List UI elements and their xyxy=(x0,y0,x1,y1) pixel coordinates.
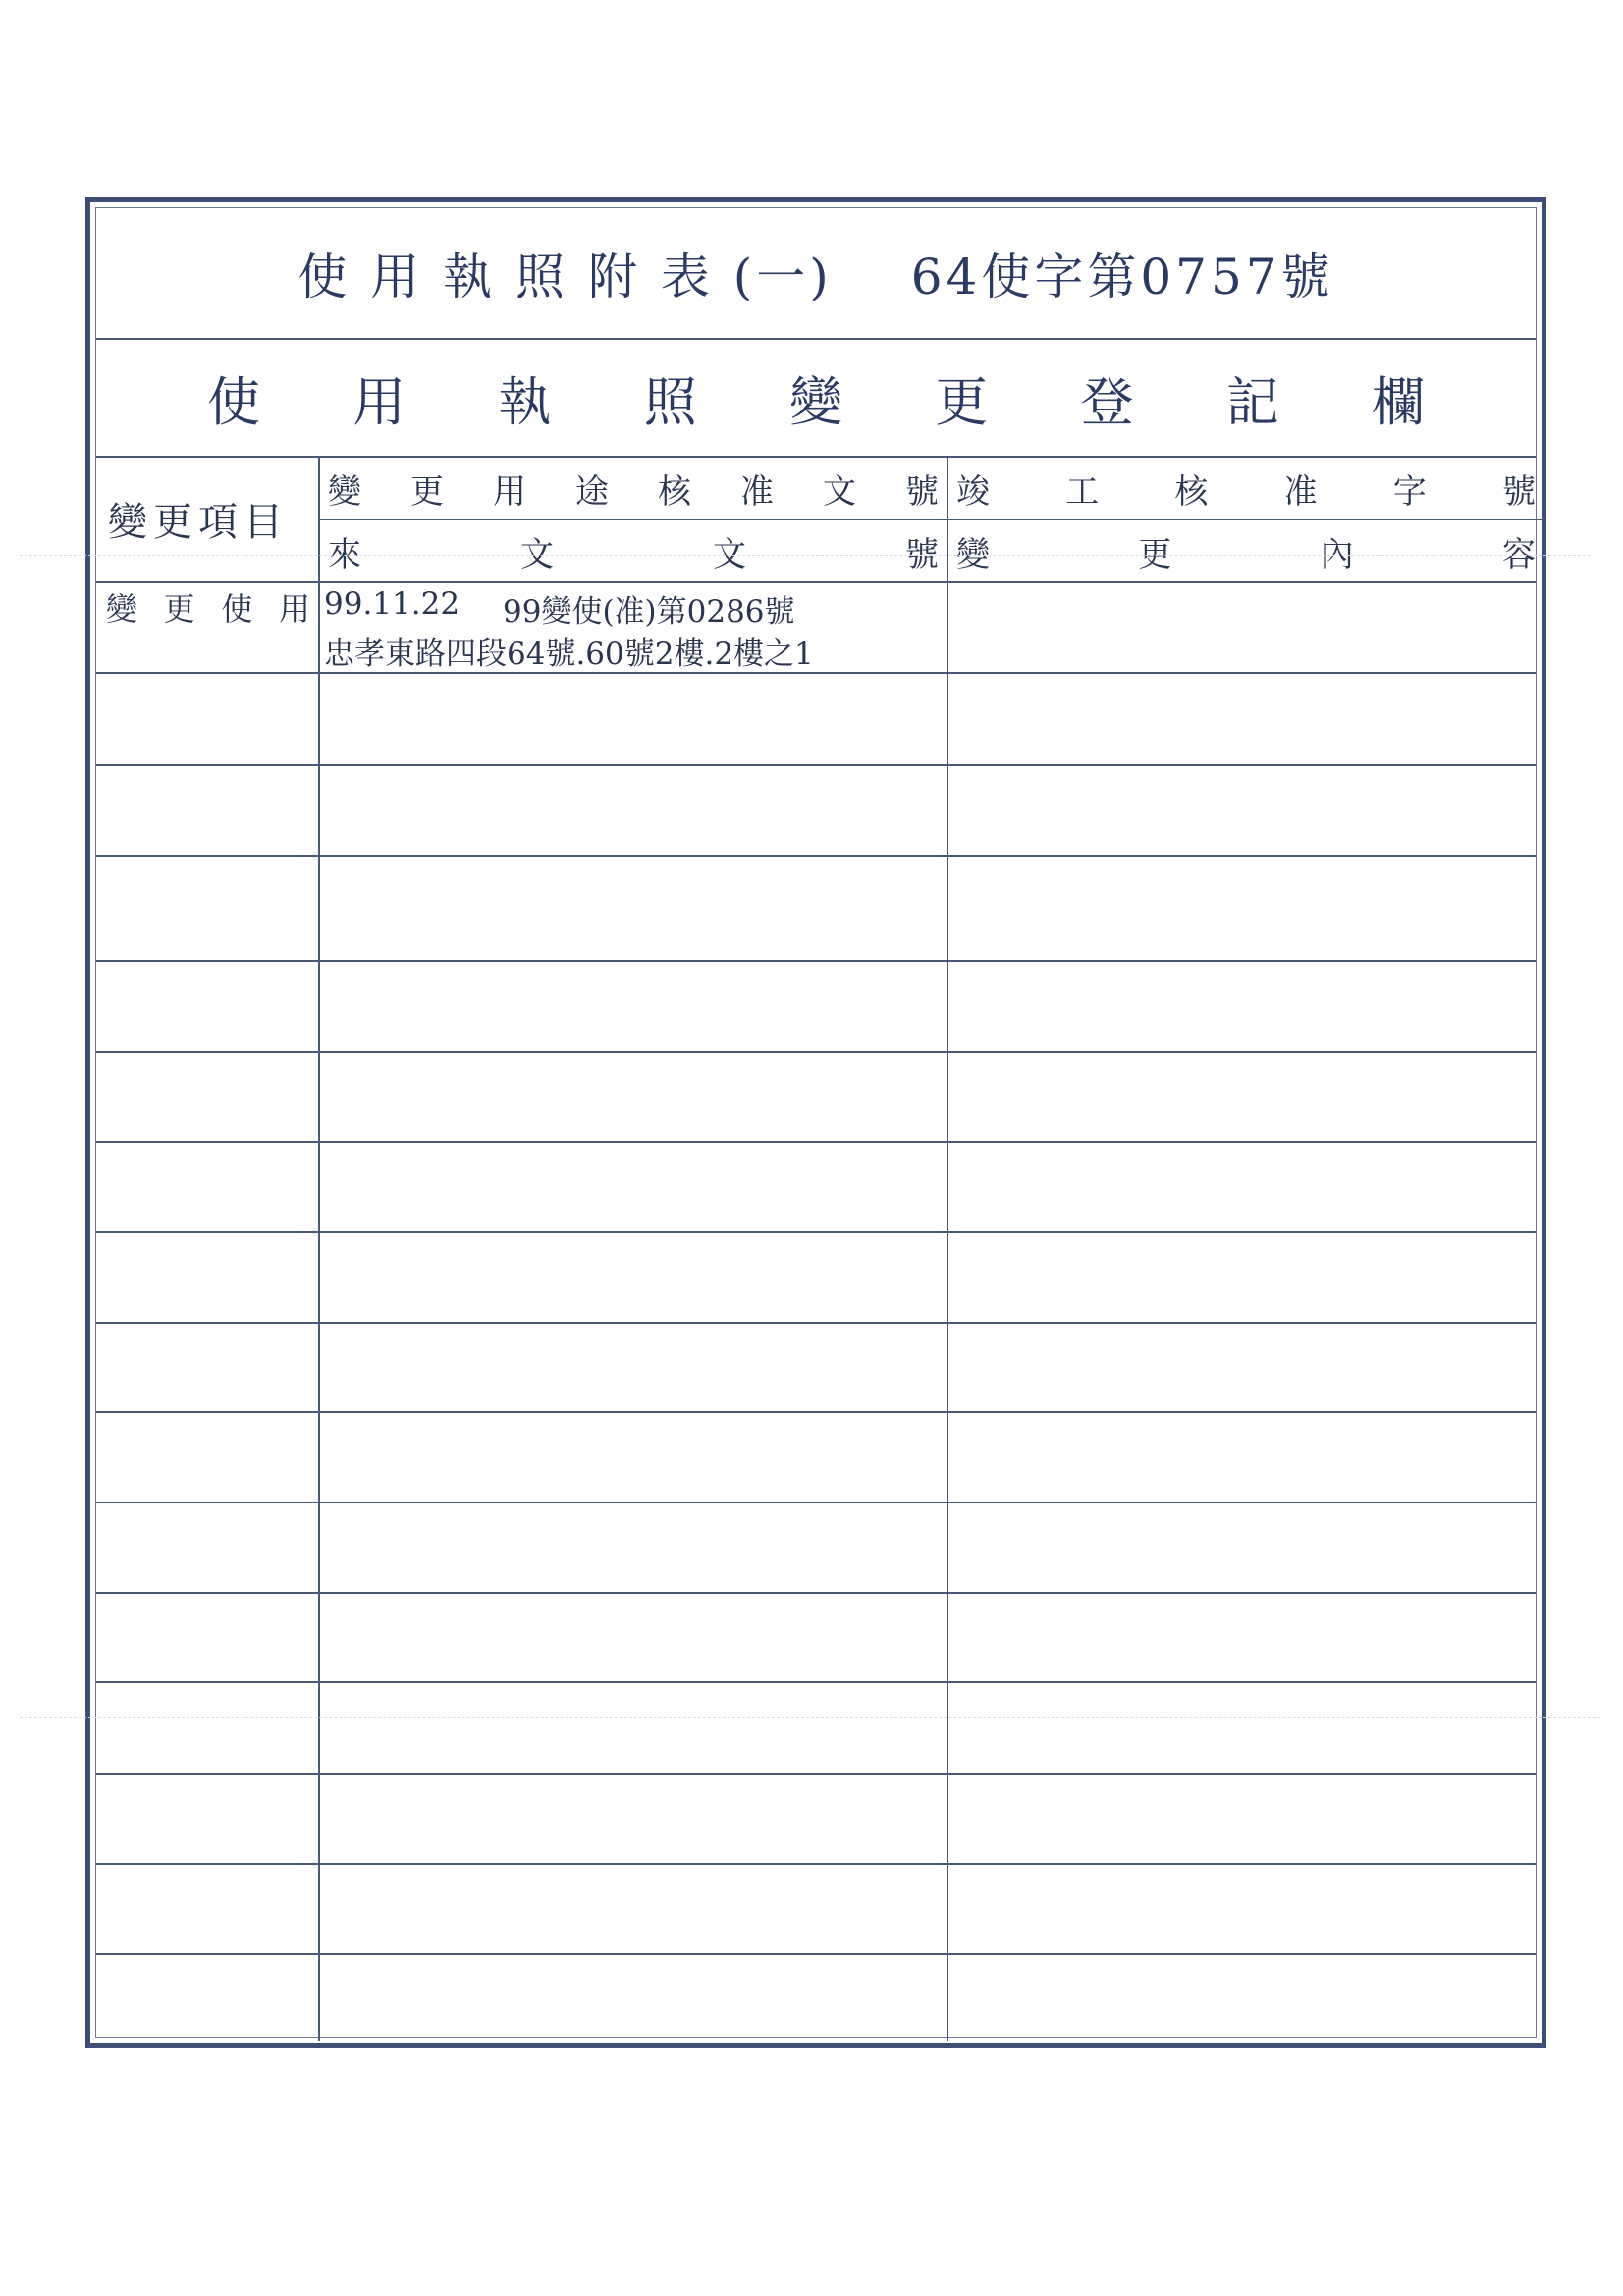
header-char: 變 xyxy=(956,534,990,574)
form-table xyxy=(95,207,1537,2038)
header-char: 號 xyxy=(1501,471,1536,512)
header-change-content xyxy=(952,520,1540,581)
table-row-divider xyxy=(96,1141,1536,1143)
header-char: 用 xyxy=(493,471,526,512)
table-row-divider xyxy=(96,1773,1536,1775)
header-char: 號 xyxy=(905,534,939,574)
entry-item-char: 用 xyxy=(278,590,310,628)
header-char: 來 xyxy=(328,534,361,574)
table-column-divider xyxy=(318,456,320,2041)
section-title xyxy=(96,340,1536,456)
section-title-char: 變 xyxy=(789,370,842,433)
entry-item-char: 變 xyxy=(106,590,138,628)
section-title-char: 使 xyxy=(207,370,260,433)
table-row-divider xyxy=(318,519,1545,520)
header-change-item xyxy=(102,458,314,579)
header-char: 容 xyxy=(1501,534,1536,574)
table-row-divider xyxy=(96,1592,1536,1594)
table-row-divider xyxy=(96,1411,1536,1413)
entry-date: 99.11.22 xyxy=(324,586,460,622)
section-title-char: 登 xyxy=(1080,370,1134,433)
table-row-divider xyxy=(96,1051,1536,1053)
header-char: 變 xyxy=(328,471,361,512)
header-incoming-doc-no xyxy=(324,520,943,581)
entry-change-item xyxy=(102,584,314,629)
header-change-item-label: 變更項目 xyxy=(108,499,289,545)
header-char: 核 xyxy=(1174,471,1209,512)
scan-artifact xyxy=(20,1717,1600,1718)
section-title-char: 欄 xyxy=(1372,370,1425,433)
table-row-divider xyxy=(96,960,1536,962)
table-row-divider xyxy=(96,1681,1536,1683)
table-row-divider xyxy=(96,1953,1536,1955)
header-char: 准 xyxy=(1283,471,1318,512)
header-char: 竣 xyxy=(956,471,990,512)
section-title-char: 執 xyxy=(498,370,552,433)
entry-address: 忠孝東路四段64號.60號2樓.2樓之1 xyxy=(324,636,814,672)
header-char: 更 xyxy=(410,471,444,512)
section-title-char: 記 xyxy=(1225,370,1279,433)
header-approval-doc-no xyxy=(324,458,943,519)
section-title-char: 更 xyxy=(935,370,989,433)
header-char: 文 xyxy=(520,534,554,574)
table-row-divider xyxy=(96,672,1536,674)
table-row-divider xyxy=(96,855,1536,857)
header-char: 更 xyxy=(1138,534,1172,574)
section-title-char: 照 xyxy=(643,370,697,433)
entry-doc-no: 99變使(准)第0286號 xyxy=(503,594,795,629)
header-char: 字 xyxy=(1392,471,1427,512)
header-char: 途 xyxy=(575,471,609,512)
header-char: 文 xyxy=(713,534,746,574)
header-completion-no xyxy=(952,458,1540,519)
license-number: 64使字第0757號 xyxy=(910,248,1334,305)
scan-artifact xyxy=(20,555,1591,556)
table-row-divider xyxy=(96,1322,1536,1324)
table-column-divider xyxy=(947,456,948,2041)
table-row-divider xyxy=(96,1863,1536,1865)
table-row-divider xyxy=(96,1502,1536,1503)
table-row-divider xyxy=(96,1231,1536,1233)
form-title-main: 使 用 執 照 附 表 (一) xyxy=(298,248,833,305)
entry-item-char: 使 xyxy=(221,590,253,628)
entry-item-char: 更 xyxy=(163,590,195,628)
table-row-divider xyxy=(96,581,1536,583)
header-char: 准 xyxy=(740,471,774,512)
header-char: 內 xyxy=(1320,534,1354,574)
header-char: 工 xyxy=(1065,471,1100,512)
form-title xyxy=(96,208,1536,338)
section-title-char: 用 xyxy=(352,370,406,433)
header-char: 文 xyxy=(823,471,856,512)
header-char: 核 xyxy=(658,471,691,512)
header-char: 號 xyxy=(905,471,939,512)
table-row-divider xyxy=(96,764,1536,766)
form-frame xyxy=(85,197,1546,2048)
